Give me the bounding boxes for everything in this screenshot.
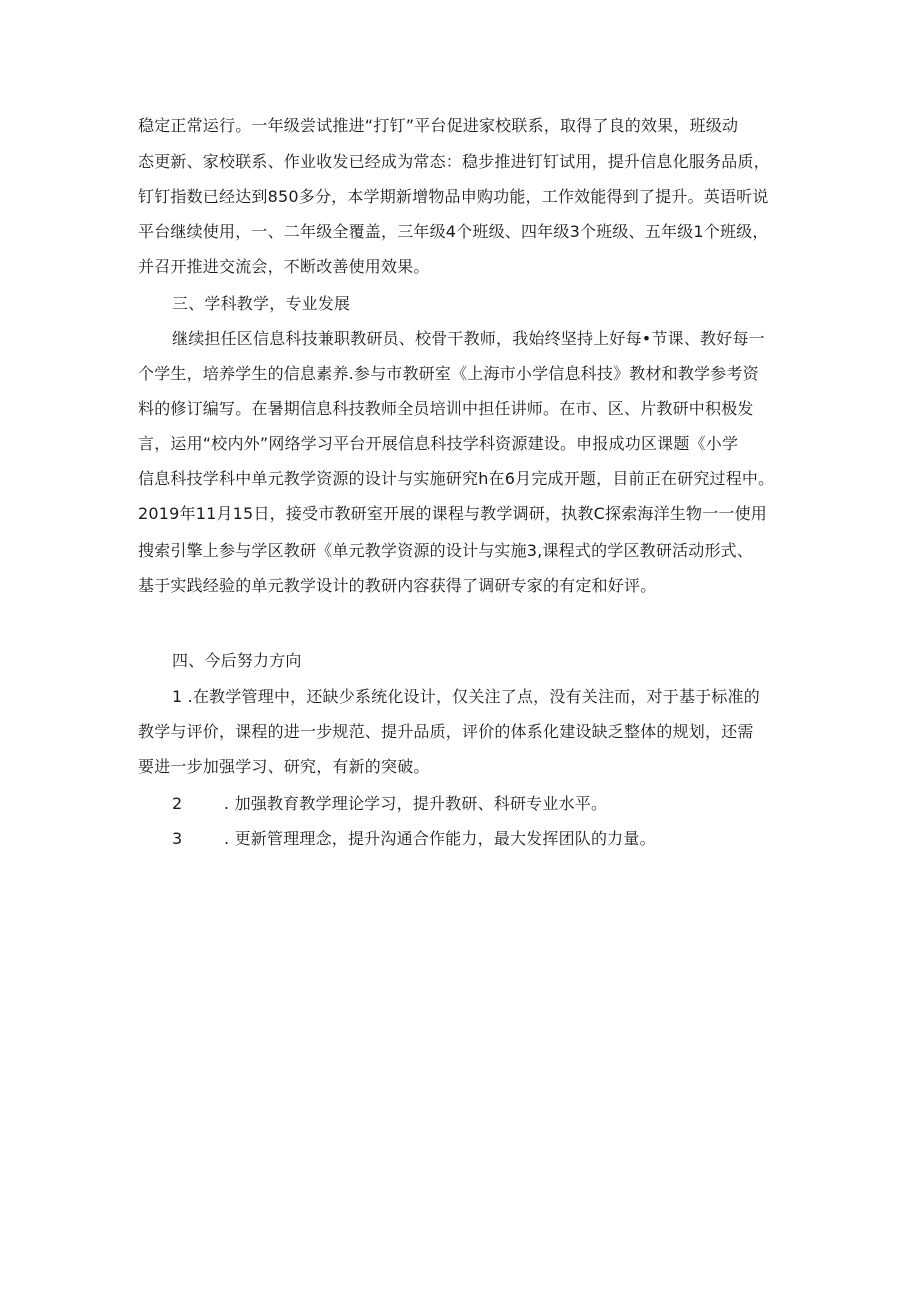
paragraph-line: 料的修订编写。在暑期信息科技教师全员培训中担任讲师。在市、区、片教研中积极发 <box>138 399 754 418</box>
paragraph-line: 2019年11月15日，接受市教研室开展的课程与教学调研，执教C探索海洋生物一一使用 <box>138 504 768 523</box>
paragraph-line: 要进一步加强学习、研究，有新的突破。 <box>138 757 430 776</box>
paragraph-line: 钉钉指数已经达到850多分，本学期新增物品申购功能，工作效能得到了提升。英语听说 <box>138 187 769 206</box>
paragraph-line: 搜索引擎上参与学区教研《单元教学资源的设计与实施3,课程式的学区教研活动形式、 <box>138 541 754 560</box>
paragraph-line: 基于实践经验的单元教学设计的教研内容获得了调研专家的有定和好评。 <box>138 576 657 595</box>
paragraph-line: 继续担任区信息科技兼职教研员、校骨干教师，我始终坚持上好每•节课、教好每一 <box>172 329 765 348</box>
section-heading: 四、今后努力方向 <box>172 651 302 670</box>
list-item-number: 2 <box>172 794 183 813</box>
list-item: 1 .在教学管理中，还缺少系统化设计，仅关注了点，没有关注而，对于基于标准的 <box>172 687 760 706</box>
paragraph-line: 稳定正常运行。一年级尝试推进“打钉”平台促进家校联系，取得了良的效果，班级动 <box>138 116 739 135</box>
paragraph-line: 言，运用“校内外”网络学习平台开展信息科技学科资源建设。申报成功区课题《小学 <box>138 434 739 453</box>
paragraph-line: 态更新、家校联系、作业收发已经成为常态：稳步推进钉钉试用，提升信息化服务品质， <box>138 152 770 171</box>
list-item-text: . 加强教育教学理论学习，提升教研、科研专业水平。 <box>224 794 608 813</box>
paragraph-line: 教学与评价，课程的进一步规范、提升品质，评价的体系化建设缺乏整体的规划，还需 <box>138 722 754 741</box>
section-heading: 三、学科教学，专业发展 <box>172 294 351 313</box>
list-item <box>172 793 607 815</box>
paragraph-line: 平台继续使用，一、二年级全覆盖，三年级4个班级、四年级3个班级、五年级1个班级， <box>138 222 769 241</box>
list-item <box>172 828 656 850</box>
paragraph-line: 并召开推进交流会，不断改善使用效果。 <box>138 257 430 276</box>
paragraph-line: 个学生，培养学生的信息素养.参与市教研室《上海市小学信息科技》教材和教学参考资 <box>138 364 759 383</box>
list-item-number: 3 <box>172 829 183 848</box>
list-item-text: . 更新管理理念，提升沟通合作能力，最大发挥团队的力量。 <box>224 829 656 848</box>
paragraph-line: 信息科技学科中单元教学资源的设计与实施研究h在6月完成开题，目前正在研究过程中。 <box>138 469 775 488</box>
